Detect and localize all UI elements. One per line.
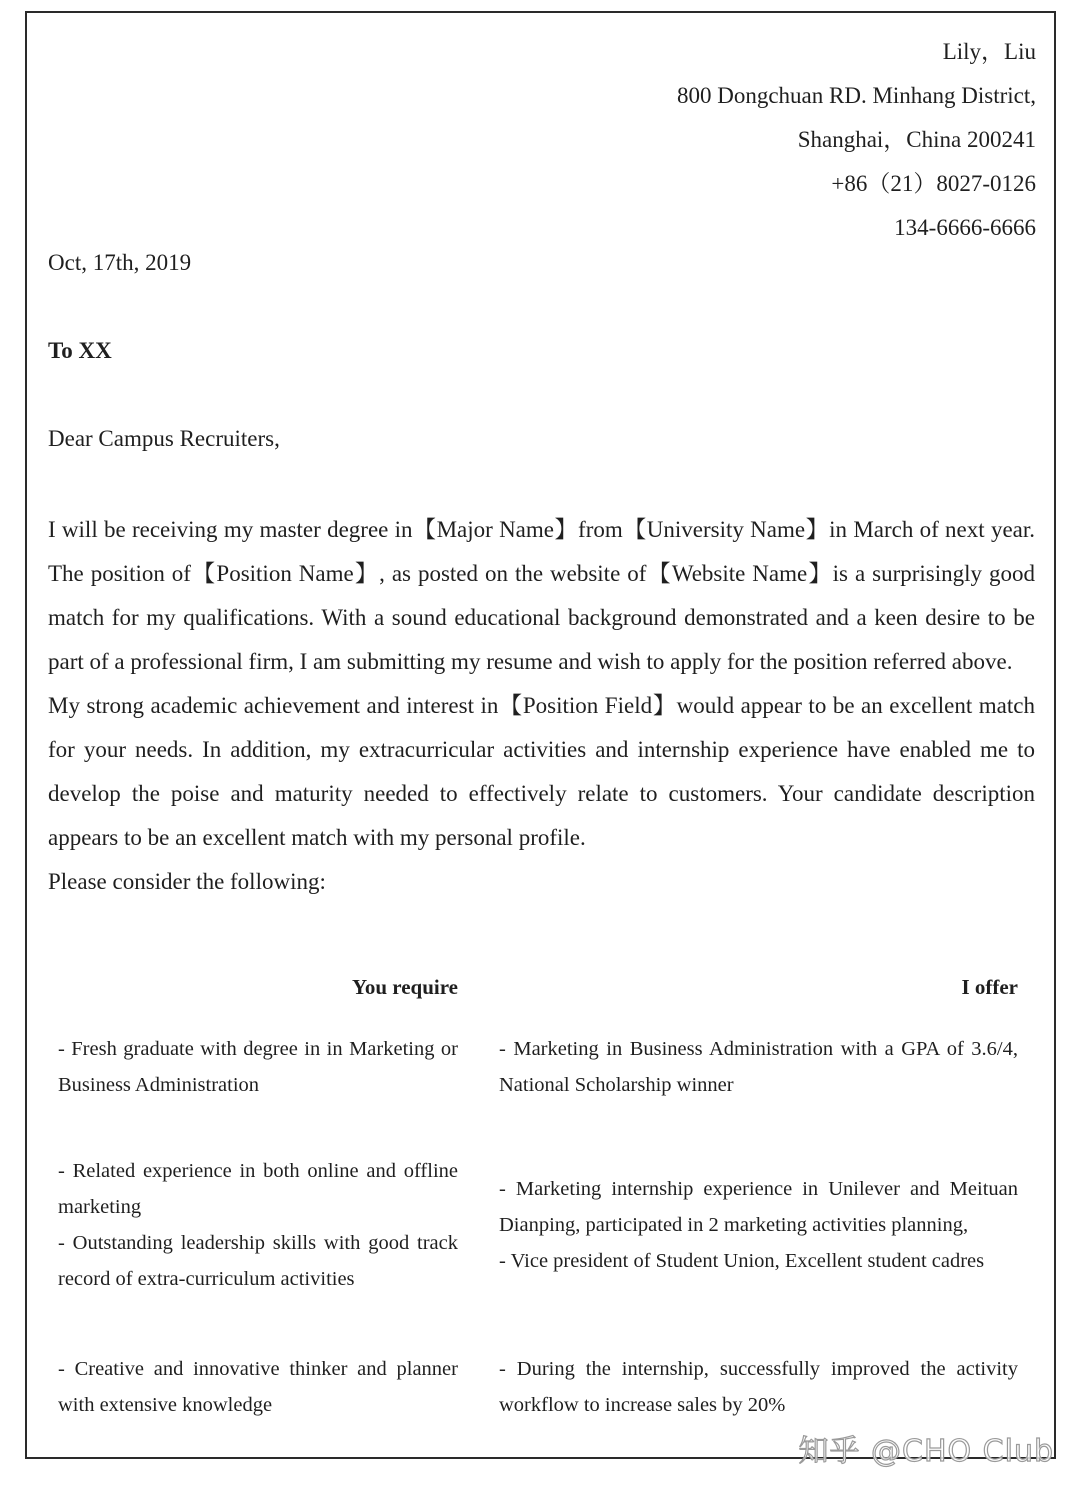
letter-body bbox=[48, 508, 1035, 904]
offer-item: - During the internship, successfully improved the activity workflow to increase sales by 20% bbox=[499, 1358, 1018, 1416]
sender-mobile: 134-6666-6666 bbox=[894, 215, 1036, 240]
salutation: Dear Campus Recruiters, bbox=[48, 426, 280, 451]
body-paragraph-1: I will be receiving my master degree in【Major Name】from【University Name】in March of next year. The position of【Position Name】, as posted on the website of【Website Name】is a surprisingly good match for my qualifications. With a sound educational background demonstrated and a keen desire to be part of a professional firm, I am submitting my resume and wish to apply for the position referred above. bbox=[48, 517, 1035, 674]
require-cell-3 bbox=[58, 1351, 458, 1423]
offer-cell-3 bbox=[499, 1351, 1018, 1423]
require-cell-1 bbox=[58, 1031, 458, 1103]
offer-item: - Marketing in Business Administration with a GPA of 3.6/4, National Scholarship winner bbox=[499, 1038, 1018, 1096]
body-paragraph-2: My strong academic achievement and interest in【Position Field】would appear to be an excellent match for your needs. In addition, my extracurricular activities and internship experience have enabled me to develop the poise and maturity needed to effectively relate to customers. Your candidate description appears to be an excellent match with my personal profile. bbox=[48, 693, 1035, 850]
header-you-require: You require bbox=[352, 975, 458, 999]
require-item: - Creative and innovative thinker and planner with extensive knowledge bbox=[58, 1358, 458, 1416]
offer-cell-1 bbox=[499, 1031, 1018, 1103]
sender-phone: +86（21）8027-0126 bbox=[831, 171, 1036, 196]
sender-address-line-2: Shanghai，China 200241 bbox=[797, 127, 1036, 152]
letter-date: Oct, 17th, 2019 bbox=[48, 250, 192, 275]
offer-cell-2 bbox=[499, 1171, 1018, 1279]
recipient-line: To XX bbox=[48, 338, 112, 363]
watermark: 知乎 @CHO Club bbox=[798, 1434, 1054, 1469]
require-item: - Outstanding leadership skills with good track record of extra-curriculum activities bbox=[58, 1232, 458, 1290]
require-item: - Related experience in both online and offline marketing bbox=[58, 1160, 458, 1218]
offer-item: - Marketing internship experience in Unilever and Meituan Dianping, participated in 2 marketing activities planning, bbox=[499, 1178, 1018, 1236]
require-cell-2 bbox=[58, 1153, 458, 1297]
sender-address-line-1: 800 Dongchuan RD. Minhang District, bbox=[676, 83, 1036, 108]
sender-name: Lily，Liu bbox=[942, 39, 1036, 64]
sender-address-block bbox=[677, 30, 1036, 250]
body-paragraph-3: Please consider the following: bbox=[48, 869, 326, 894]
require-item: - Fresh graduate with degree in in Marketing or Business Administration bbox=[58, 1038, 458, 1096]
header-i-offer: I offer bbox=[961, 975, 1018, 999]
offer-item: - Vice president of Student Union, Excellent student cadres bbox=[499, 1250, 985, 1272]
